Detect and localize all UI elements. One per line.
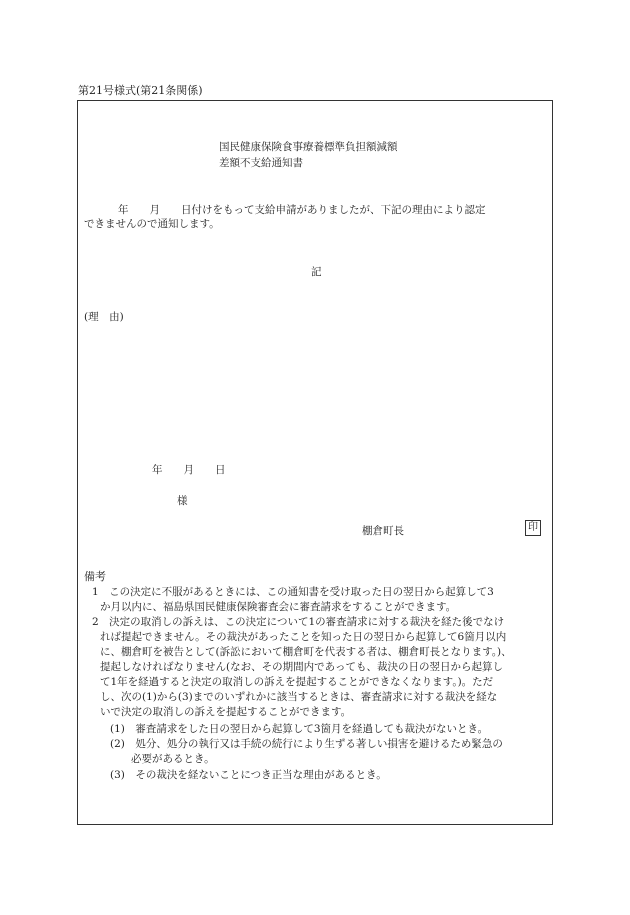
remark-item2-line4: 提起しなければなりません(なお、その期間内であっても、裁決の日の翌日から起算し — [100, 661, 503, 673]
notice-body-line2: できませんので通知します。 — [84, 218, 220, 230]
remark-item1-line1: 1 この決定に不服があるときには、この通知書を受け取った日の翌日から起算して3 — [92, 586, 494, 598]
ki-label: 記 — [311, 266, 322, 278]
remark-sub1: (1) 審査請求をした日の翌日から起算して3箇月を経過しても裁決がないとき。 — [110, 723, 489, 735]
notice-body-line1: 年 月 日付けをもって支給申請がありましたが、下記の理由により認定 — [118, 204, 486, 216]
remark-item2-line1: 2 決定の取消しの訴えは、この決定について1の審査請求に対する裁決を経た後でなけ — [92, 616, 505, 628]
reason-label: (理 由) — [84, 311, 124, 323]
notice-title-line1: 国民健康保険食事療養標準負担額減額 — [219, 141, 398, 153]
remark-sub3: (3) その裁決を経ないことにつき正当な理由があるとき。 — [110, 769, 387, 781]
issuer-name: 棚倉町長 — [362, 525, 404, 537]
remark-item2-line5: て1年を経過すると決定の取消しの訴えを提起することができなくなります。)。ただ — [100, 676, 494, 688]
remark-sub2-line1: (2) 処分、処分の執行又は手続の続行により生ずる著しい損害を避けるため緊急の — [110, 738, 503, 750]
remark-item2-line2: れば提起できません。その裁決があったことを知った日の翌日から起算して6箇月以内 — [100, 631, 507, 643]
recipient-honorific: 様 — [177, 495, 188, 507]
date-line: 年 月 日 — [152, 464, 226, 476]
remark-item1-line2: か月以内に、福島県国民健康保険審査会に審査請求をすることができます。 — [100, 601, 457, 613]
remark-item2-line7: いで決定の取消しの訴えを提起することができます。 — [100, 706, 352, 718]
remark-item2-line6: し、次の(1)から(3)までのいずれかに該当するときは、審査請求に対する裁決を経な — [100, 691, 498, 703]
notice-title-line2: 差額不支給通知書 — [219, 157, 303, 169]
remark-sub2-line2: 必要があるとき。 — [131, 753, 215, 765]
seal-mark: 印 — [525, 520, 541, 536]
form-number: 第21号様式(第21条関係) — [78, 84, 203, 97]
remark-item2-line3: に、棚倉町を被告として(訴訟において棚倉町を代表する者は、棚倉町長となります。)、 — [100, 646, 512, 658]
remarks-heading: 備考 — [84, 570, 106, 583]
